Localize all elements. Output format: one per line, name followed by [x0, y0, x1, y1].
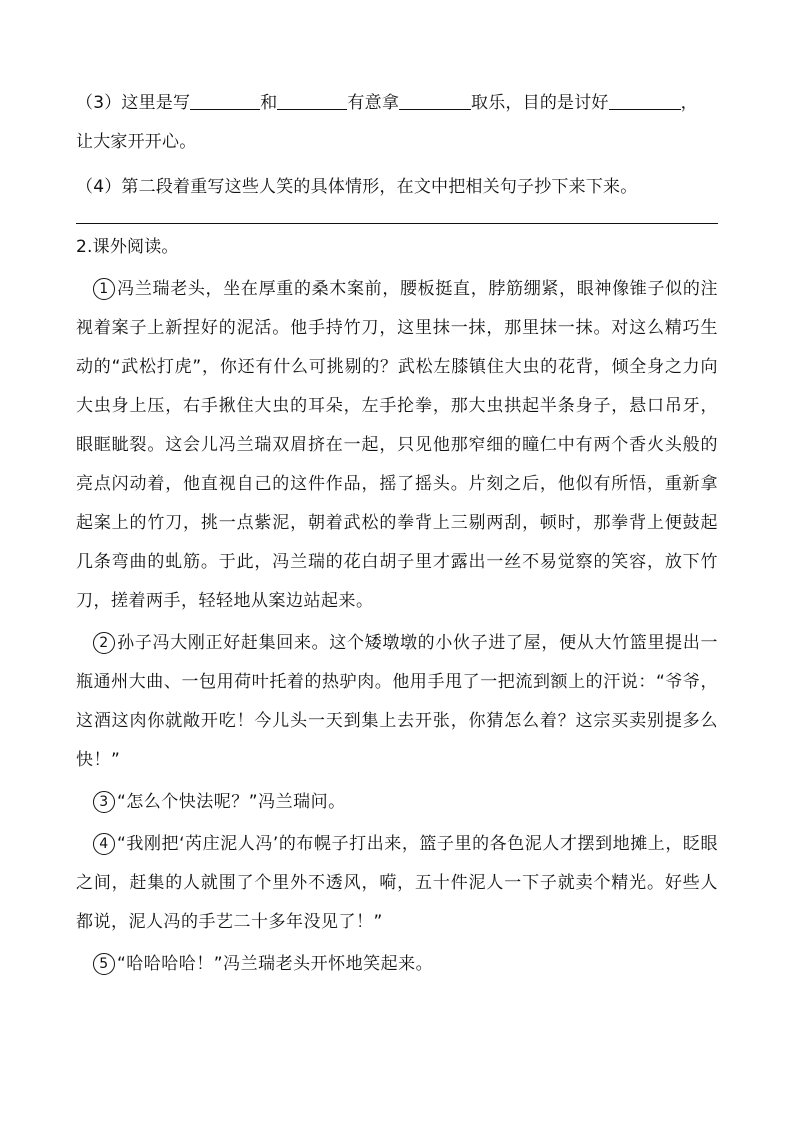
paragraph-text: “哈哈哈哈！”冯兰瑞老头开怀地笑起来。: [117, 954, 434, 974]
paragraph-text: 冯兰瑞老头，坐在厚重的桑木案前，腰板挺直，脖筋绷紧，眼神像锥子似的注视着案子上新捏好的泥活。他手持竹刀，这里抹一抹，那里抹一抹。对这么精巧生动的“武松打虎”，你还有什么可挑剔的？武松左膝镇住大虫的花背，倾全身之力向大虫身上压，右手揪住大虫的耳朵，左手抡拳，那大虫拱起半条身子，悬口吊牙，眼眶眦裂。这会儿冯兰瑞双眉挤在一起，只见他那窄细的瞳仁中有两个香火头般的亮点闪动着，他直视自己的这件作品，摇了摇头。片刻之后，他似有所悟，重新拿起案上的竹刀，挑一点紫泥，朝着武松的拳背上三剔两刮，顿时，那拳背上便鼓起几条弯曲的虬筋。于此，冯兰瑞的花白胡子里才露出一丝不易觉察的笑容，放下竹刀，搓着两手，轻轻地从案边站起来。: [76, 279, 718, 611]
paragraph-text: “我刚把‘芮庄泥人冯’的布幌子打出来，篮子里的各色泥人才摆到地摊上，眨眼之间，赶集的人就围了个里外不透风，嗬，五十件泥人一下子就卖个精光。好些人都说，泥人冯的手艺二十多年没见了！”: [76, 834, 718, 932]
section-2-title: 2.课外阅读。: [76, 237, 179, 257]
answer-blank-4[interactable]: [609, 93, 681, 110]
paragraph-text: 孙子冯大刚正好赶集回来。这个矮墩墩的小伙子进了屋，便从大竹篮里提出一瓶通州大曲、一包用荷叶托着的热驴肉。他用手甩了一把流到额上的汗说：“爷爷，这酒这肉你就敞开吃！今儿头一天到集上去开张，你猜怎么着？这宗买卖别提多么快！”: [76, 633, 718, 770]
question-3: [76, 84, 718, 123]
q3-end: ，: [680, 93, 698, 113]
paragraph-number-1: 1: [93, 278, 115, 300]
question-3-line-2: 让大家开开心。: [76, 132, 197, 152]
paragraph-3: [76, 783, 718, 822]
q3-mid: 有意拿: [347, 93, 400, 113]
paragraph-number-2: 2: [93, 632, 115, 654]
paragraph-text: “怎么个快法呢？”冯兰瑞问。: [117, 792, 346, 812]
paragraph-number-5: 5: [93, 953, 115, 975]
paragraph-1: [76, 270, 718, 621]
worksheet-page: [76, 84, 718, 984]
q3-prefix: （3）这里是写: [76, 93, 191, 113]
paragraph-5: [76, 945, 718, 984]
paragraph-number-3: 3: [93, 791, 115, 813]
answer-line-q4[interactable]: [76, 223, 718, 224]
paragraph-2: [76, 624, 718, 780]
q3-joy: 取乐，目的是讨好: [471, 93, 609, 113]
answer-blank-2[interactable]: [277, 93, 347, 110]
paragraph-number-4: 4: [93, 833, 115, 855]
answer-blank-3[interactable]: [399, 93, 471, 110]
question-4: （4）第二段着重写这些人笑的具体情形，在文中把相关句子抄下来下来。: [76, 177, 638, 197]
q3-and: 和: [260, 93, 278, 113]
paragraph-4: [76, 825, 718, 942]
answer-blank-1[interactable]: [190, 93, 260, 110]
